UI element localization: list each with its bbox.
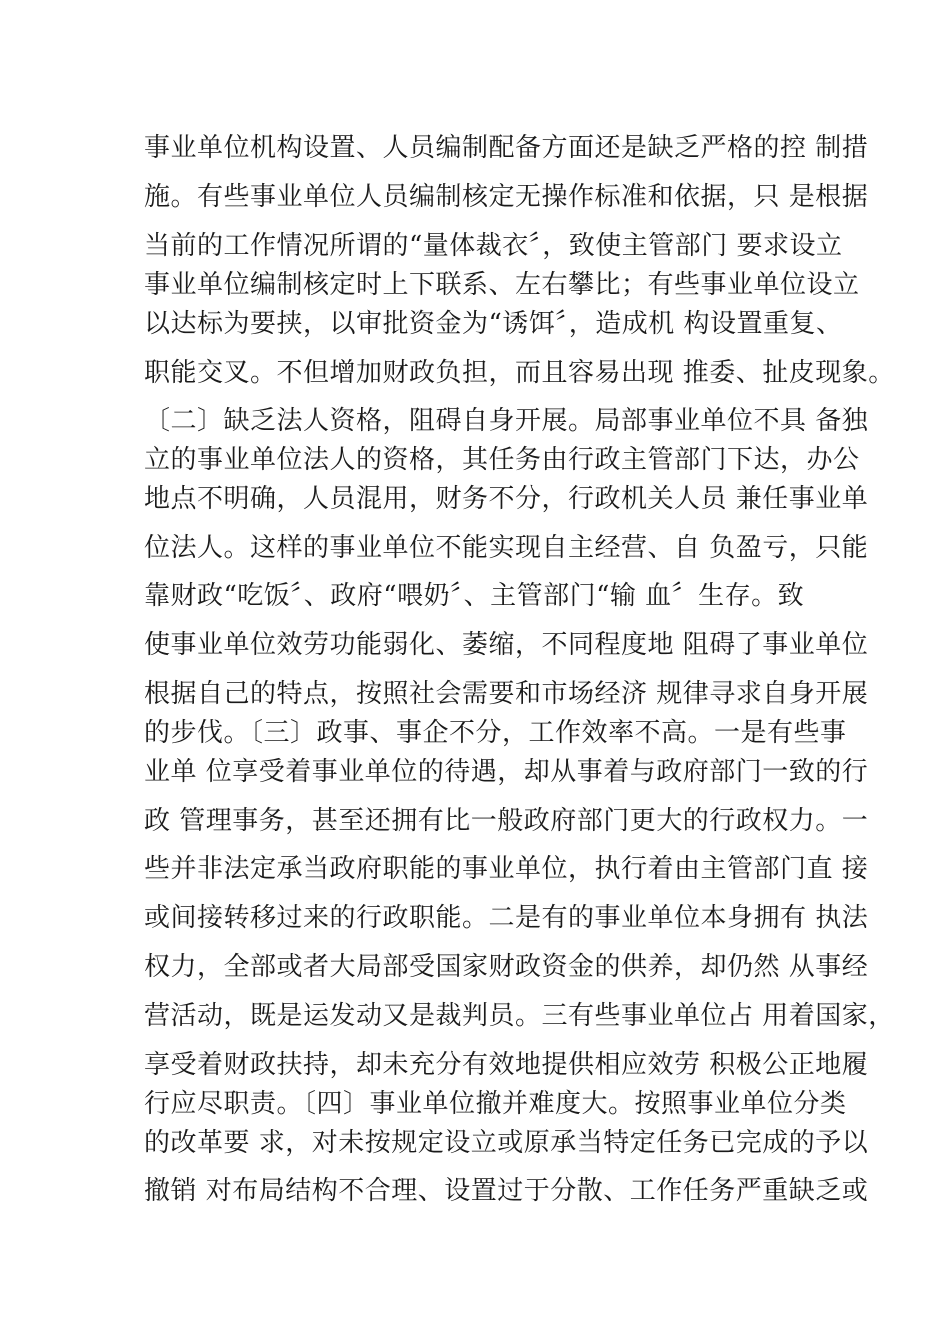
text-line: 靠财政“吃饭〞、政府“喂奶〞、主管部门“输 血〞生存。致 <box>144 581 805 611</box>
text-line: 地点不明确，人员混用，财务不分，行政机关人员 兼任事业单 <box>144 484 869 514</box>
text-line: 位法人。这样的事业单位不能实现自主经营、自 负盈亏，只能 <box>144 533 869 563</box>
text-line: 事业单位机构设置、人员编制配备方面还是缺乏严格的控 制措 <box>144 133 869 163</box>
text-line: 当前的工作情况所谓的“量体裁衣〞，致使主管部门 要求设立 <box>144 231 843 261</box>
text-line: 撤销 对布局结构不合理、设置过于分散、工作任务严重缺乏或 <box>144 1176 869 1206</box>
text-line: 或间接转移过来的行政职能。二是有的事业单位本身拥有 执法 <box>144 903 869 933</box>
text-line: 营活动，既是运发动又是裁判员。三有些事业单位占 用着国家， <box>144 1001 895 1031</box>
text-line: 立的事业单位法人的资格，其任务由行政主管部门下达，办公 <box>144 445 860 475</box>
text-line: 使事业单位效劳功能弱化、萎缩，不同程度地 阻碍了事业单位 <box>144 630 869 660</box>
text-line: 些并非法定承当政府职能的事业单位，执行着由主管部门直 接 <box>144 854 869 884</box>
text-line: 行应尽职责。〔四〕事业单位撤并难度大。按照事业单位分类 <box>144 1089 847 1119</box>
text-line: 根据自己的特点，按照社会需要和市场经济 规律寻求自身开展 <box>144 679 869 709</box>
text-line: 事业单位编制核定时上下联系、左右攀比；有些事业单位设立 <box>144 270 860 300</box>
text-line: 以达标为要挟，以审批资金为“诱饵〞，造成机 构设置重复、 <box>144 309 843 339</box>
text-line: 权力，全部或者大局部受国家财政资金的供养，却仍然 从事经 <box>144 952 869 982</box>
text-line: 〔二〕缺乏法人资格，阻碍自身开展。局部事业单位不具 备独 <box>144 406 869 436</box>
text-line: 享受着财政扶持，却未充分有效地提供相应效劳 积极公正地履 <box>144 1050 869 1080</box>
text-line: 职能交叉。不但增加财政负担，而且容易出现 推委、扯皮现象。 <box>144 358 895 388</box>
text-line: 的改革要 求，对未按规定设立或原承当特定任务已完成的予以 <box>144 1128 869 1158</box>
text-line: 政 管理事务，甚至还拥有比一般政府部门更大的行政权力。一 <box>144 806 869 836</box>
text-line: 施。有些事业单位人员编制核定无操作标准和依据，只 是根据 <box>144 182 869 212</box>
text-line: 业单 位享受着事业单位的待遇，却从事着与政府部门一致的行 <box>144 757 869 787</box>
text-line: 的步伐。〔三〕政事、事企不分，工作效率不高。一是有些事 <box>144 718 847 748</box>
